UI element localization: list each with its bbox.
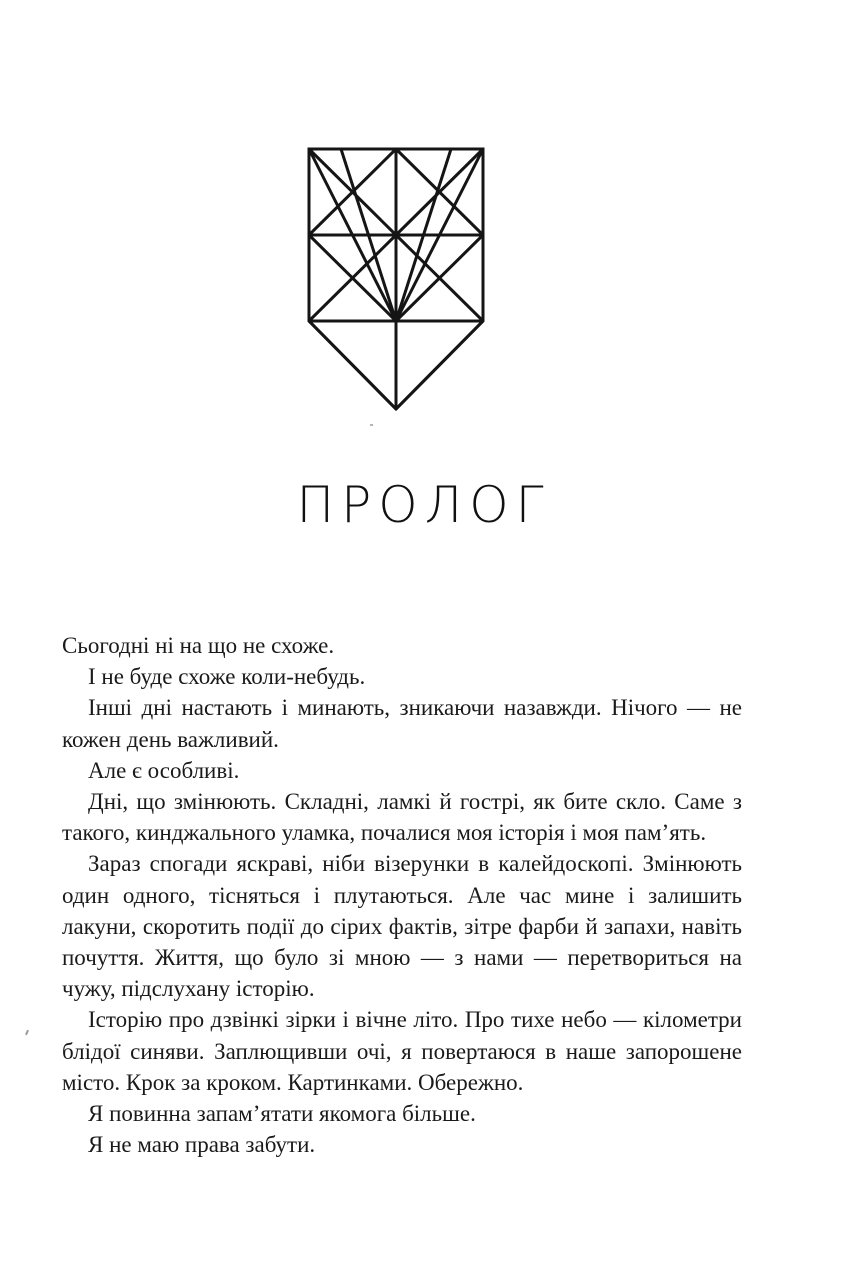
paragraph: Але є особливі. bbox=[88, 757, 240, 783]
paragraph: Дні, що змінюють. Складні, ламкі й гострі, як бите скло. Саме з такого, кинджального уламка, почалися моя історія і моя пам’ять. bbox=[62, 789, 742, 846]
paragraph: Інші дні настають і минають, зникаючи назавжди. Нічого — не кожен день важливий. bbox=[62, 695, 742, 752]
geometric-shield-icon bbox=[305, 145, 487, 413]
paragraph: Я повинна запам’ятати якомога більше. bbox=[88, 1101, 476, 1127]
chapter-title: ПРОЛОГ bbox=[296, 476, 551, 534]
paragraph: Сьогодні ні на що не схоже. bbox=[62, 633, 335, 658]
paragraph: І не буде схоже коли-небудь. bbox=[88, 664, 366, 690]
paragraph: Зараз спогади яскраві, ніби візерунки в калейдоскопі. Змінюють один одного, тісняться і плутаються. Але час мине і залишить лакуни, скоротить події до сірих фактів, зітре фарби й запахи, навіть почуття. Життя, що було зі мною — з нами — перетвориться на чужу, підслухану історію. bbox=[62, 851, 742, 1002]
print-speck bbox=[370, 424, 373, 426]
prologue-text bbox=[62, 630, 742, 1160]
margin-speck bbox=[25, 1030, 29, 1035]
paragraph: Історію про дзвінкі зірки і вічне літо. Про тихе небо — кілометри блідої синяви. Заплющивши очі, я повертаюся в наше запорошене місто. Крок за кроком. Картинками. Обережно. bbox=[62, 1007, 742, 1095]
paragraph: Я не маю права забути. bbox=[88, 1132, 316, 1158]
